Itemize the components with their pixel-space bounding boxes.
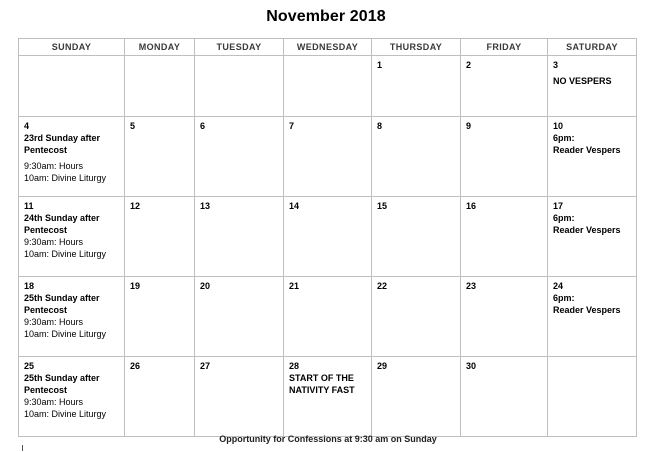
event-text: NO VESPERS [553, 76, 612, 86]
calendar-grid [18, 38, 637, 437]
day-number: 30 [466, 361, 477, 371]
day-number: 11 [24, 201, 34, 211]
event-text: 10am: Divine Liturgy [24, 173, 107, 183]
day-cell[interactable] [548, 117, 637, 197]
day-cell[interactable] [19, 277, 125, 357]
day-number: 12 [130, 201, 141, 211]
day-number: 28 [289, 361, 300, 371]
event-text: 25th Sunday after Pentecost [24, 293, 100, 315]
day-cell[interactable] [125, 197, 195, 277]
weekday-header-tuesday: TUESDAY [195, 39, 284, 56]
event-text: Reader Vespers [553, 145, 621, 155]
day-cell[interactable] [284, 56, 372, 117]
event-text: 9:30am: Hours [24, 317, 84, 327]
day-number: 21 [289, 281, 300, 291]
day-number: 4 [24, 121, 30, 131]
event-text: 10am: Divine Liturgy [24, 329, 107, 339]
day-cell[interactable] [548, 197, 637, 277]
day-number: 1 [377, 60, 383, 70]
day-cell[interactable] [19, 197, 125, 277]
day-number: 23 [466, 281, 477, 291]
day-number: 8 [377, 121, 383, 131]
confessions-note: Opportunity for Confessions at 9:30 am on Sunday [219, 434, 437, 444]
day-number: 17 [553, 201, 564, 211]
day-cell[interactable] [125, 56, 195, 117]
event-text: 9:30am: Hours [24, 397, 84, 407]
day-cell[interactable] [372, 357, 461, 437]
day-cell[interactable] [548, 56, 637, 117]
weekday-header-monday: MONDAY [125, 39, 195, 56]
event-text: 9:30am: Hours [24, 237, 84, 247]
day-number: 10 [553, 121, 564, 131]
event-text: 10am: Divine Liturgy [24, 249, 107, 259]
day-number: 16 [466, 201, 477, 211]
event-text: Reader Vespers [553, 225, 621, 235]
day-cell[interactable] [461, 197, 548, 277]
day-number: 20 [200, 281, 211, 291]
day-number: 6 [200, 121, 206, 131]
day-number: 24 [553, 281, 564, 291]
day-cell[interactable] [19, 357, 125, 437]
week-row [19, 56, 637, 117]
day-cell[interactable] [284, 277, 372, 357]
day-cell[interactable] [125, 277, 195, 357]
day-cell[interactable] [284, 117, 372, 197]
weekday-header-sunday: SUNDAY [19, 39, 125, 56]
day-number: 22 [377, 281, 388, 291]
event-text: 6pm: [553, 213, 575, 223]
calendar-title: November 2018 [266, 8, 386, 25]
day-number: 2 [466, 60, 472, 70]
day-number: 3 [553, 60, 559, 70]
weekday-header-wednesday: WEDNESDAY [284, 39, 372, 56]
day-cell[interactable] [125, 357, 195, 437]
day-cell[interactable] [19, 56, 125, 117]
day-number: 25 [24, 361, 35, 371]
day-number: 5 [130, 121, 136, 131]
event-text: START OF THE NATIVITY FAST [289, 373, 355, 395]
day-cell[interactable] [548, 357, 637, 437]
day-number: 7 [289, 121, 295, 131]
day-number: 15 [377, 201, 388, 211]
weekday-header-thursday: THURSDAY [372, 39, 461, 56]
week-row [19, 277, 637, 357]
weekday-header-row [19, 39, 637, 56]
day-number: 9 [466, 121, 472, 131]
week-row [19, 197, 637, 277]
event-text: 6pm: [553, 133, 575, 143]
text-cursor [22, 445, 23, 451]
day-cell[interactable] [284, 197, 372, 277]
day-number: 29 [377, 361, 388, 371]
day-cell[interactable] [372, 117, 461, 197]
day-number: 26 [130, 361, 141, 371]
day-cell[interactable] [461, 117, 548, 197]
event-text: 24th Sunday after Pentecost [24, 213, 100, 235]
day-number: 27 [200, 361, 211, 371]
day-number: 19 [130, 281, 141, 291]
day-cell[interactable] [195, 357, 284, 437]
day-cell[interactable] [195, 197, 284, 277]
day-cell[interactable] [195, 117, 284, 197]
weekday-header-saturday: SATURDAY [548, 39, 637, 56]
day-cell[interactable] [548, 277, 637, 357]
week-row [19, 357, 637, 437]
event-text: Reader Vespers [553, 305, 621, 315]
day-cell[interactable] [195, 56, 284, 117]
week-row [19, 117, 637, 197]
event-text: 6pm: [553, 293, 575, 303]
day-number: 14 [289, 201, 300, 211]
weekday-header-friday: FRIDAY [461, 39, 548, 56]
day-cell[interactable] [195, 277, 284, 357]
event-text: 25th Sunday after Pentecost [24, 373, 100, 395]
day-cell[interactable] [372, 56, 461, 117]
day-cell[interactable] [461, 357, 548, 437]
day-cell[interactable] [461, 56, 548, 117]
day-cell[interactable] [461, 277, 548, 357]
event-text: 9:30am: Hours [24, 161, 84, 171]
day-number: 13 [200, 201, 211, 211]
event-text: 10am: Divine Liturgy [24, 409, 107, 419]
day-cell[interactable] [19, 117, 125, 197]
day-cell[interactable] [372, 197, 461, 277]
day-number: 18 [24, 281, 35, 291]
event-text: 23rd Sunday after Pentecost [24, 133, 101, 155]
day-cell[interactable] [372, 277, 461, 357]
day-cell[interactable] [125, 117, 195, 197]
day-cell[interactable] [284, 357, 372, 437]
